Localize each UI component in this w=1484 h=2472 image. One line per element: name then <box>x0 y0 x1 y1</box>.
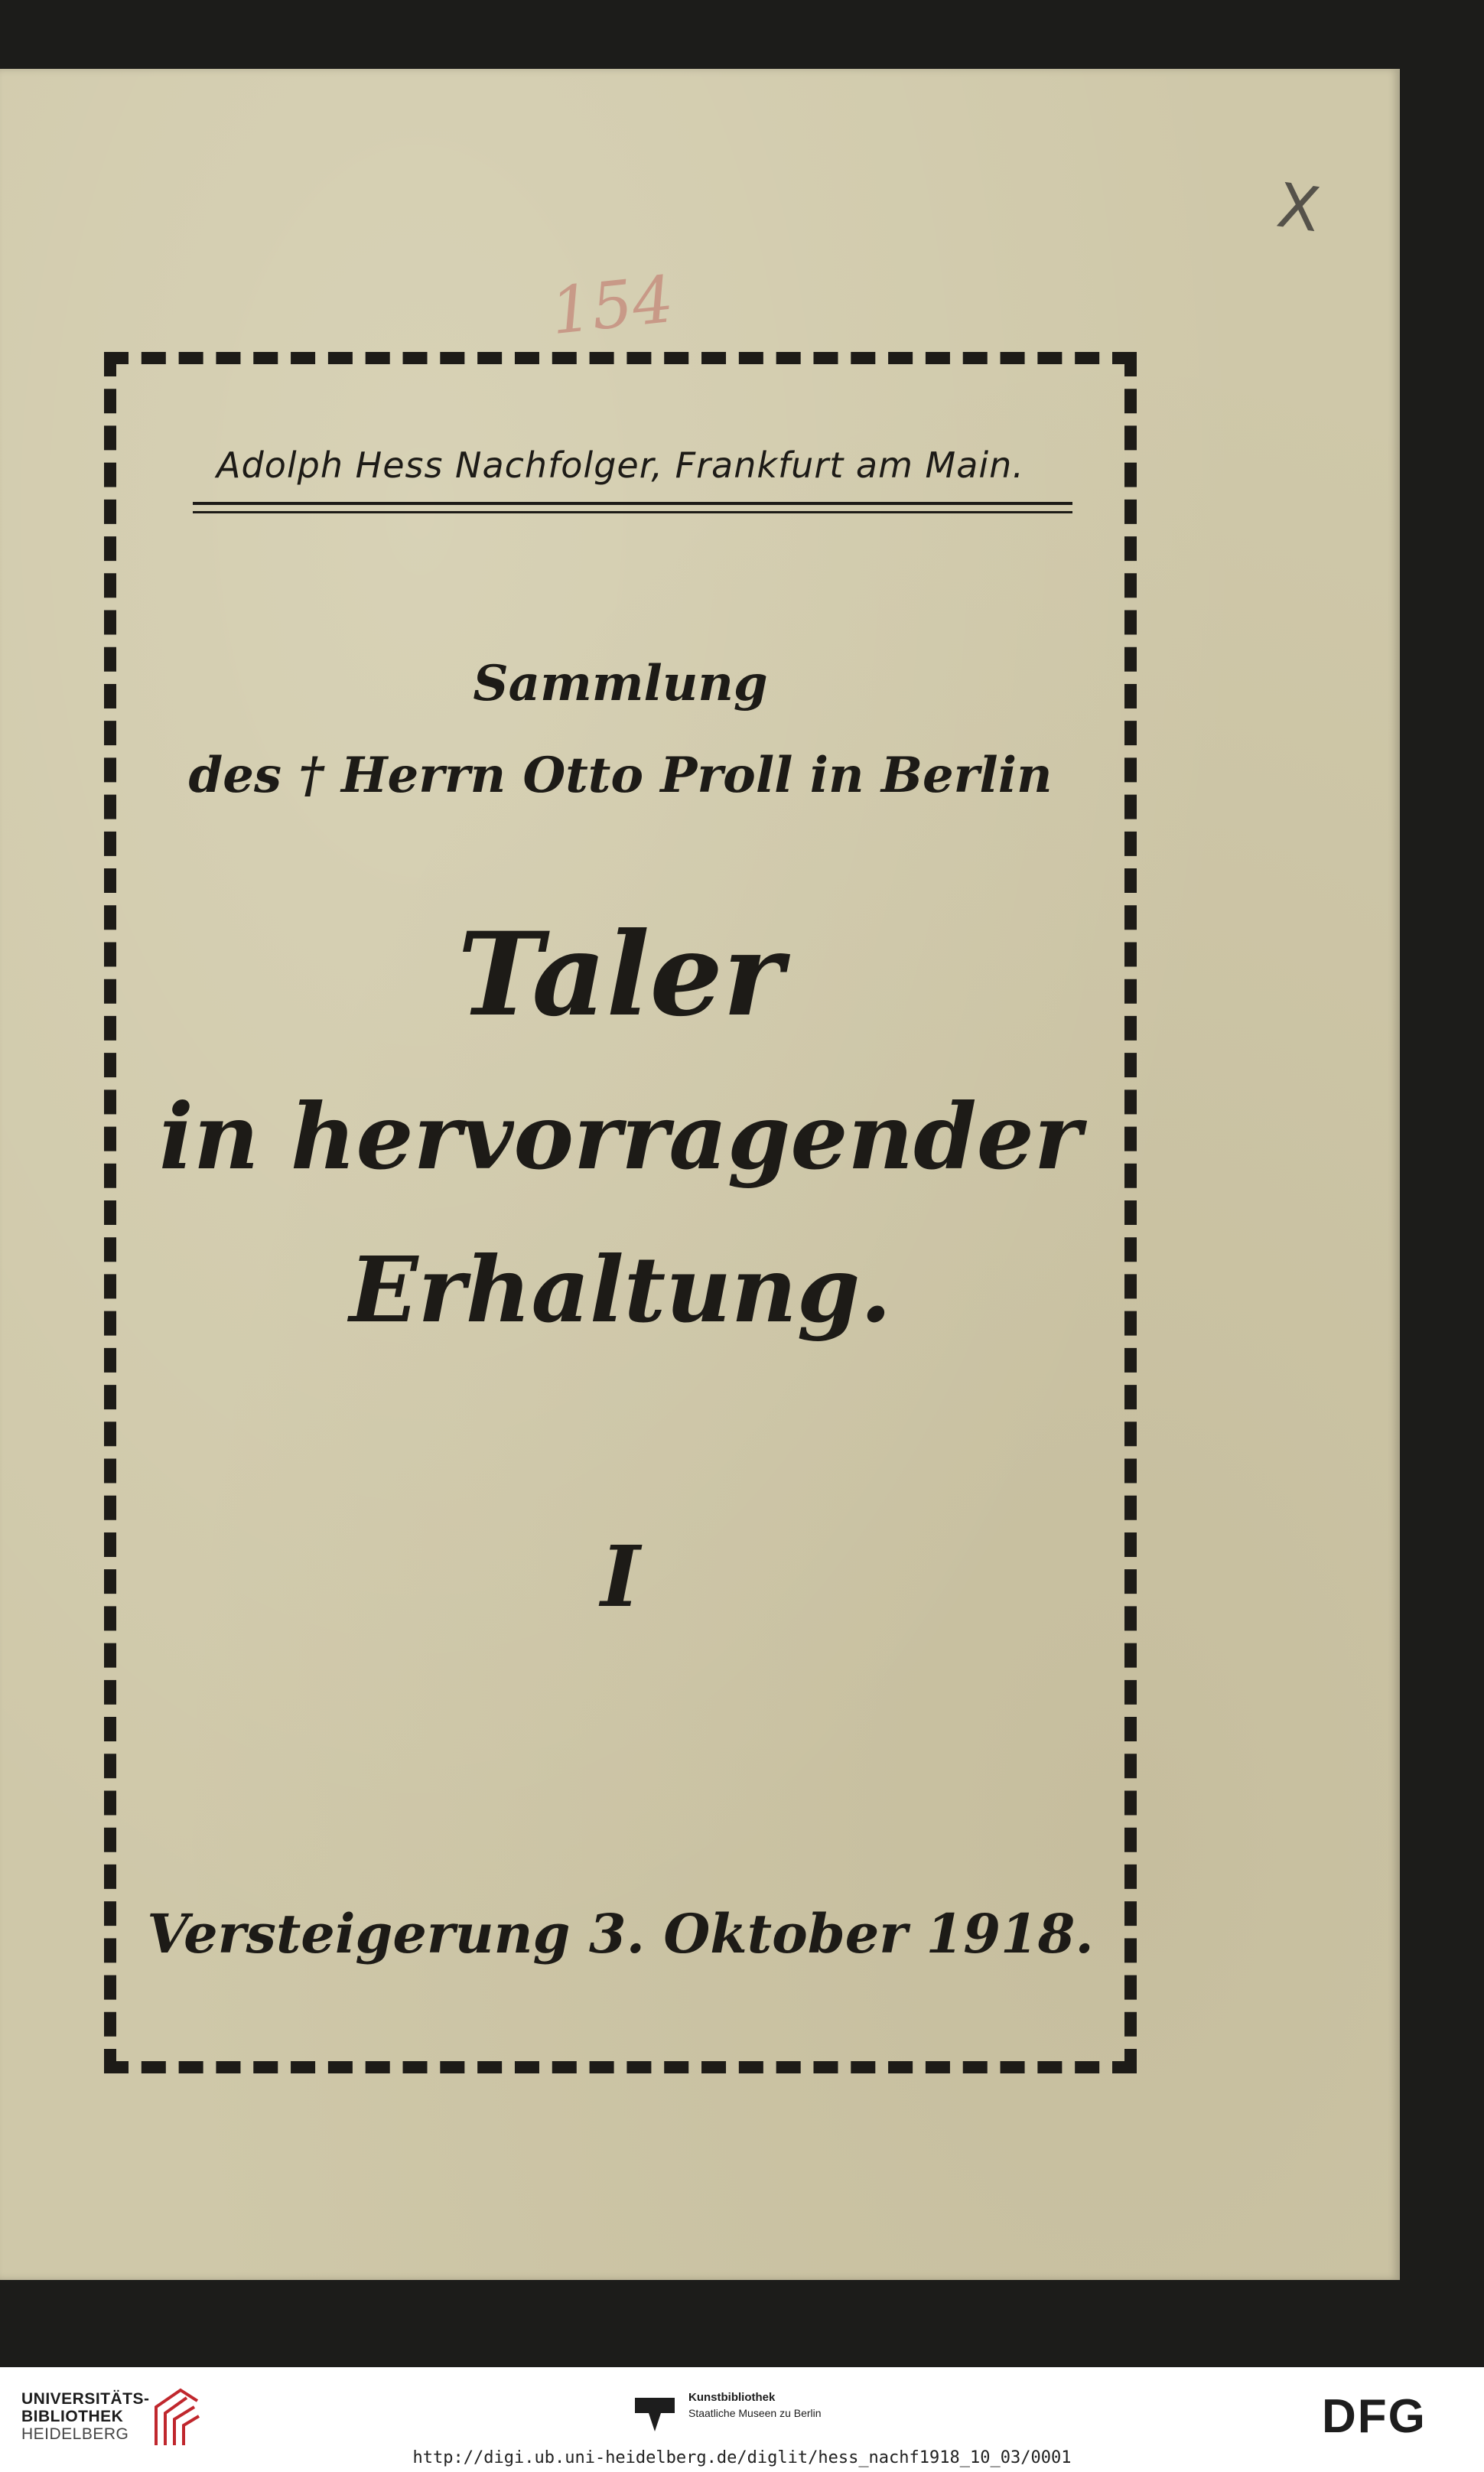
auction-date: Versteigerung 3. Oktober 1918. <box>147 1902 1094 1966</box>
frame-content <box>116 364 1124 2061</box>
footer-bar <box>0 2367 1484 2472</box>
double-rule-bottom <box>193 511 1072 513</box>
dashed-border-frame <box>104 352 1137 2073</box>
title-line-1: Taler <box>457 907 783 1042</box>
ub-line-3: HEIDELBERG <box>21 2425 129 2443</box>
publisher-line: Adolph Hess Nachfolger, Frankfurt am Main. <box>216 445 1024 486</box>
pencil-mark: X <box>1272 169 1325 246</box>
ub-heidelberg-logo[interactable] <box>21 2390 150 2443</box>
permalink-url[interactable]: http://digi.ub.uni-heidelberg.de/diglit/hess_nachf1918_10_03/0001 <box>412 2448 1072 2467</box>
volume-number: I <box>600 1527 640 1626</box>
title-line-3: Erhaltung. <box>349 1236 892 1343</box>
collection-owner: des † Herrn Otto Proll in Berlin <box>188 747 1053 804</box>
dfg-logo[interactable]: DFG <box>1322 2390 1427 2443</box>
kunstbibliothek-subtitle: Staatliche Museen zu Berlin <box>688 2407 822 2419</box>
kunstbibliothek-icon <box>632 2393 678 2436</box>
double-rule-top <box>193 502 1072 505</box>
paper-sheet <box>0 69 1400 2280</box>
kunstbibliothek-name: Kunstbibliothek <box>688 2391 776 2404</box>
title-line-2: in hervorragender <box>159 1083 1082 1190</box>
collection-heading: Sammlung <box>473 655 768 712</box>
ub-line-2: BIBLIOTHEK <box>21 2408 124 2425</box>
kunstbibliothek-text <box>688 2390 822 2421</box>
red-number-mark: 154 <box>547 261 678 350</box>
ub-emblem-icon <box>150 2384 203 2453</box>
ub-line-1: UNIVERSITÄTS- <box>21 2390 150 2408</box>
